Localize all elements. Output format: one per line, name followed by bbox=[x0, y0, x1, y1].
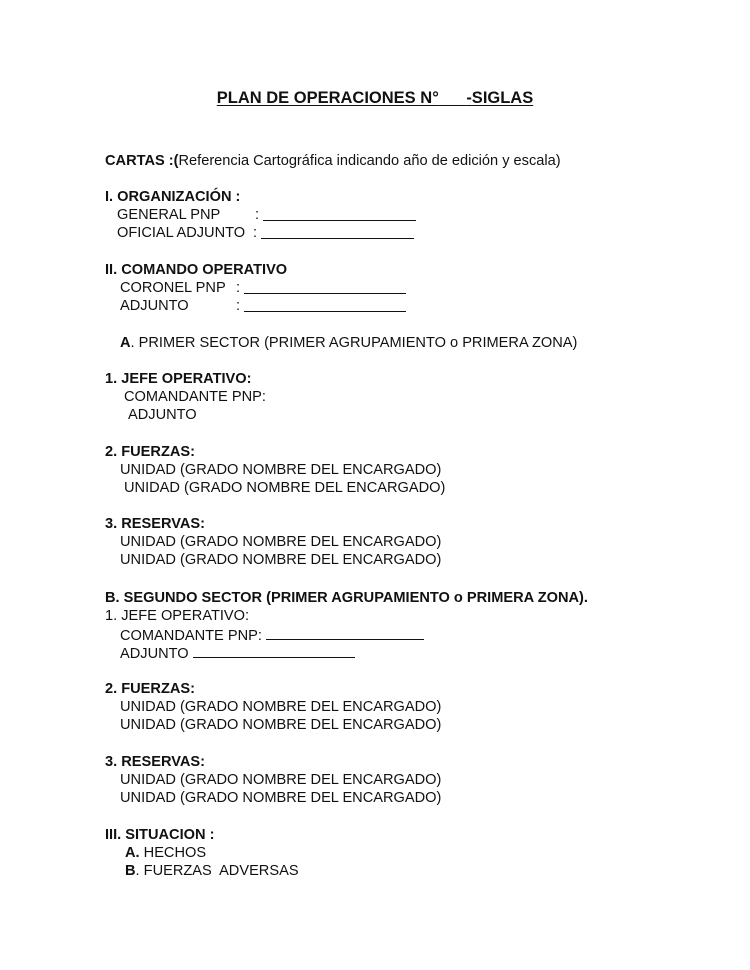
sector-a-letter: A bbox=[120, 335, 131, 351]
sector-a-fuerza-item: UNIDAD (GRADO NOMBRE DEL ENCARGADO) bbox=[124, 480, 446, 496]
sector-a-text: . PRIMER SECTOR (PRIMER AGRUPAMIENTO o PRIMERA ZONA) bbox=[130, 335, 578, 351]
sector-a-reservas-heading: 3. RESERVAS: bbox=[105, 516, 206, 532]
oficial-label: OFICIAL ADJUNTO bbox=[117, 225, 246, 241]
coronel-label: CORONEL PNP bbox=[120, 280, 226, 296]
sector-a-heading bbox=[120, 334, 577, 352]
sector-b-reservas-heading: 3. RESERVAS: bbox=[105, 754, 206, 770]
oficial-field[interactable] bbox=[261, 224, 414, 244]
sector-b-comandante-field[interactable] bbox=[266, 625, 424, 640]
sector-b-reserva-item: UNIDAD (GRADO NOMBRE DEL ENCARGADO) bbox=[120, 790, 442, 806]
fuerzas-adversas-text: . FUERZAS ADVERSAS bbox=[135, 863, 299, 879]
general-colon: : bbox=[255, 207, 260, 223]
sector-b-comandante: COMANDANTE PNP: bbox=[120, 628, 262, 644]
sector-a-comandante: COMANDANTE PNP: bbox=[124, 389, 266, 405]
cartas-line bbox=[105, 152, 561, 170]
comando-heading: II. COMANDO OPERATIVO bbox=[105, 262, 288, 278]
sector-a-fuerza-item: UNIDAD (GRADO NOMBRE DEL ENCARGADO) bbox=[120, 462, 442, 478]
comando-adjunto-label: ADJUNTO bbox=[120, 298, 189, 314]
title-suffix: -SIGLAS bbox=[466, 89, 534, 107]
general-label: GENERAL PNP bbox=[117, 207, 221, 223]
situacion-hechos bbox=[125, 844, 206, 862]
general-field[interactable] bbox=[263, 206, 416, 226]
sector-b-fuerza-item: UNIDAD (GRADO NOMBRE DEL ENCARGADO) bbox=[120, 717, 442, 733]
title-prefix: PLAN DE OPERACIONES N° bbox=[216, 89, 439, 107]
document-title bbox=[0, 88, 750, 108]
hechos-text: HECHOS bbox=[139, 845, 207, 861]
oficial-colon: : bbox=[253, 225, 258, 241]
cartas-label: CARTAS :( bbox=[105, 153, 179, 169]
sector-b-comandante-line bbox=[120, 625, 424, 645]
sector-b-jefe-heading: 1. JEFE OPERATIVO: bbox=[105, 608, 250, 624]
fuerzas-adversas-letter: B bbox=[125, 863, 136, 879]
sector-b-reserva-item: UNIDAD (GRADO NOMBRE DEL ENCARGADO) bbox=[120, 772, 442, 788]
sector-a-fuerzas-heading: 2. FUERZAS: bbox=[105, 444, 195, 460]
title-number-blank bbox=[439, 89, 467, 107]
coronel-colon: : bbox=[236, 280, 241, 296]
situacion-heading: III. SITUACION : bbox=[105, 827, 215, 843]
sector-b-adjunto: ADJUNTO bbox=[120, 646, 189, 662]
sector-a-reserva-item: UNIDAD (GRADO NOMBRE DEL ENCARGADO) bbox=[120, 534, 442, 550]
comando-adjunto-colon: : bbox=[236, 298, 241, 314]
comando-adjunto-field[interactable] bbox=[244, 297, 406, 317]
hechos-letter: A. bbox=[125, 845, 140, 861]
situacion-fuerzas-adversas bbox=[125, 862, 299, 880]
sector-a-jefe-heading: 1. JEFE OPERATIVO: bbox=[105, 371, 252, 387]
sector-b-adjunto-field[interactable] bbox=[193, 643, 355, 658]
sector-b-fuerza-item: UNIDAD (GRADO NOMBRE DEL ENCARGADO) bbox=[120, 699, 442, 715]
coronel-field[interactable] bbox=[244, 279, 406, 299]
cartas-text: Referencia Cartográfica indicando año de edición y escala) bbox=[178, 153, 561, 169]
organizacion-heading: I. ORGANIZACIÓN : bbox=[105, 189, 241, 205]
sector-b-adjunto-line bbox=[120, 643, 355, 663]
sector-a-adjunto: ADJUNTO bbox=[128, 407, 197, 423]
sector-b-fuerzas-heading: 2. FUERZAS: bbox=[105, 681, 195, 697]
sector-b-heading: B. SEGUNDO SECTOR (PRIMER AGRUPAMIENTO o PRIMERA ZONA). bbox=[105, 590, 588, 606]
sector-a-reserva-item: UNIDAD (GRADO NOMBRE DEL ENCARGADO) bbox=[120, 552, 442, 568]
